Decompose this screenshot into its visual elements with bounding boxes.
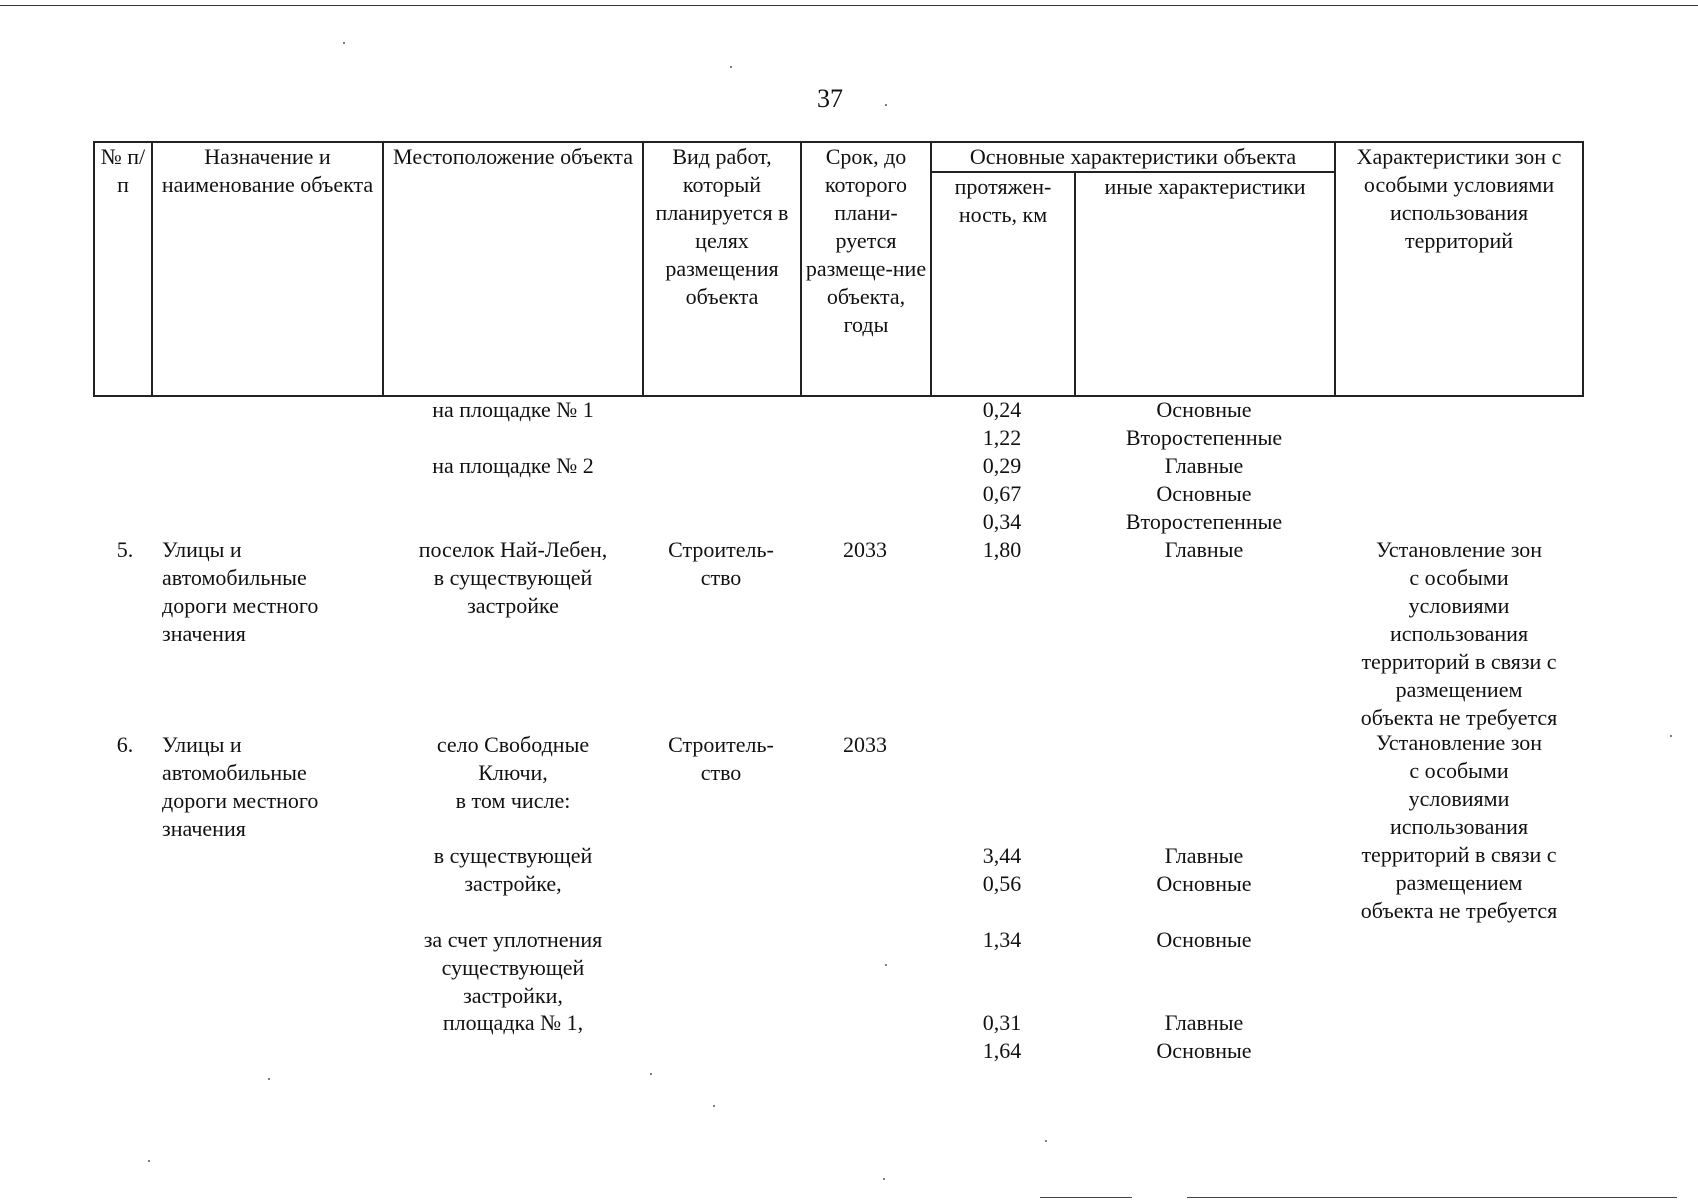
zones-line: Установление зон [1375,730,1543,755]
header-no: № п/п [94,142,152,396]
zones-line: использования [1389,621,1529,646]
zones-line: размещением [1395,677,1523,702]
zones-line: использования [1389,814,1529,839]
term-year: 2033 [843,732,887,757]
location-line: село Свободные [436,732,590,757]
scan-speck [1670,735,1672,737]
length-value: 0,34 [982,509,1022,534]
length-value: 1,64 [982,1038,1022,1063]
location-line: площадка № 1, [442,1010,584,1035]
scan-speck [883,1178,885,1180]
location-line: за счет уплотнения [423,927,603,952]
work-type-line: ство [700,565,742,590]
zones-line: условиями [1408,593,1510,618]
length-value: 0,31 [982,1010,1022,1035]
object-name-line: автомобильные [162,760,307,785]
scan-speck [885,104,887,106]
location-line: застройке [467,593,559,618]
location-line: застройке, [464,871,562,896]
location-line: поселок Най-Лебен, [418,537,608,562]
zones-line: объекта не требуется [1360,705,1558,730]
header-zones: Характеристики зон с особыми условиями использования территорий [1335,142,1583,396]
road-type: Главные [1164,537,1244,562]
location-line: в существующей [433,565,593,590]
header-location: Местоположение объекта [383,142,643,396]
bottom-rule [1187,1197,1677,1198]
term-year: 2033 [843,537,887,562]
zones-line: размещением [1395,870,1523,895]
zones-line: Установление зон [1375,537,1543,562]
road-type: Второстепенные [1125,425,1283,450]
road-type: Второстепенные [1125,509,1283,534]
location-site-1: на площадке № 1 [432,397,594,422]
header-other-characteristics: иные характеристики [1075,172,1335,396]
bottom-rule [1040,1197,1132,1198]
scan-speck [730,66,732,68]
zones-line: с особыми [1409,565,1509,590]
object-name-line: Улицы и [162,537,242,562]
row-number: 5. [116,537,134,562]
road-type: Главные [1164,453,1244,478]
scan-speck [343,42,345,44]
header-length: протяжен-ность, км [931,172,1075,396]
object-name-line: автомобильные [162,565,307,590]
scan-speck [148,1160,150,1162]
length-value: 1,80 [982,537,1022,562]
road-type: Основные [1156,1038,1252,1063]
header-work-type: Вид работ, который планируется в целях размещения объекта [643,142,801,396]
zones-line: объекта не требуется [1360,898,1558,923]
header-name: Назначение и наименование объекта [152,142,383,396]
top-page-rule [0,5,1698,6]
zones-line: территорий в связи с [1361,649,1557,674]
scan-speck [650,1073,652,1075]
length-value: 0,24 [982,397,1022,422]
object-name-line: дороги местного [162,593,319,618]
object-name-line: значения [162,816,246,841]
zones-line: с особыми [1409,758,1509,783]
length-value: 1,34 [982,927,1022,952]
road-type: Главные [1164,1010,1244,1035]
length-value: 0,56 [982,871,1022,896]
length-value: 3,44 [982,843,1022,868]
scan-speck [268,1078,270,1080]
location-line: в том числе: [455,788,571,813]
location-line: существующей [441,955,585,980]
zones-line: территорий в связи с [1361,842,1557,867]
location-line: Ключи, [478,760,548,785]
work-type-line: ство [700,760,742,785]
work-type-line: Строитель- [668,732,774,757]
object-name-line: Улицы и [162,732,242,757]
row-number: 6. [116,732,134,757]
work-type-line: Строитель- [668,537,774,562]
length-value: 0,29 [982,453,1022,478]
location-line: в существующей [433,843,593,868]
length-value: 1,22 [982,425,1022,450]
road-type: Главные [1164,843,1244,868]
length-value: 0,67 [982,481,1022,506]
road-type: Основные [1156,871,1252,896]
page-number: 37 [817,84,843,113]
road-type: Основные [1156,397,1252,422]
scan-speck [885,964,887,966]
scan-speck [713,1105,715,1107]
header-term: Срок, до которого плани-руется размеще-ние объекта, годы [801,142,931,396]
object-name-line: дороги местного [162,788,319,813]
scan-speck [1045,1140,1047,1142]
header-main-characteristics: Основные характеристики объекта [931,142,1335,172]
location-line: застройки, [463,983,563,1008]
road-type: Основные [1156,927,1252,952]
table-header [93,141,1584,397]
location-site-2: на площадке № 2 [432,453,594,478]
road-type: Основные [1156,481,1252,506]
object-name-line: значения [162,621,246,646]
zones-line: условиями [1408,786,1510,811]
